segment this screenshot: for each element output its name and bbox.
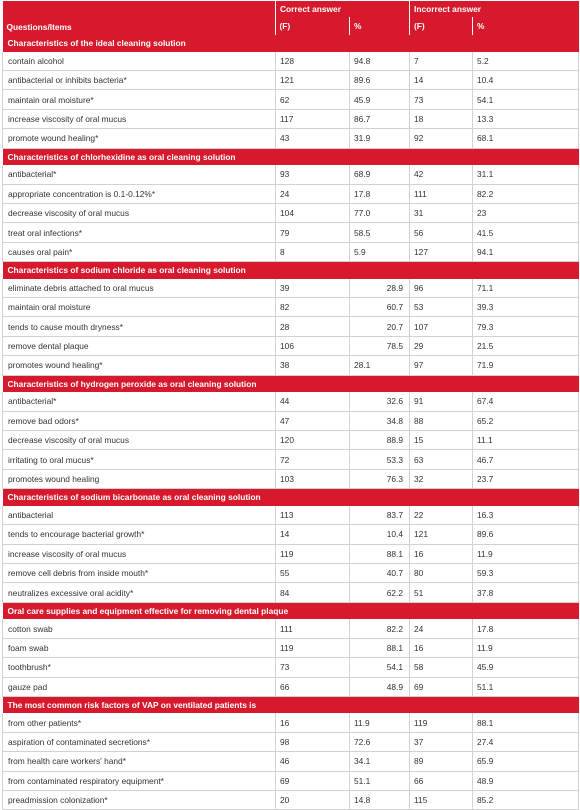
incorrect-frequency-cell: 14 — [410, 70, 473, 89]
table-row — [3, 70, 579, 89]
section-header-row — [3, 148, 579, 165]
correct-frequency-cell: 84 — [276, 583, 350, 602]
item-cell: contain alcohol — [3, 52, 276, 71]
correct-percent-cell: 76.3 — [350, 469, 410, 488]
incorrect-percent-cell: 46.7 — [473, 450, 579, 469]
table-row — [3, 203, 579, 222]
table-row — [3, 713, 579, 732]
table-row — [3, 90, 579, 109]
item-cell: decrease viscosity of oral mucus — [3, 431, 276, 450]
item-cell: aspiration of contaminated secretions* — [3, 732, 276, 751]
table-row — [3, 298, 579, 317]
table-row — [3, 129, 579, 148]
incorrect-frequency-cell: 56 — [410, 223, 473, 242]
correct-percent-cell: 68.9 — [350, 165, 410, 184]
correct-frequency-cell: 24 — [276, 184, 350, 203]
incorrect-frequency-cell: 92 — [410, 129, 473, 148]
incorrect-frequency-cell: 111 — [410, 184, 473, 203]
incorrect-frequency-cell: 16 — [410, 544, 473, 563]
table-row — [3, 638, 579, 657]
incorrect-percent-cell: 71.9 — [473, 356, 579, 375]
correct-frequency-cell: 55 — [276, 563, 350, 582]
section-title: Characteristics of sodium chloride as oral cleaning solution — [3, 262, 579, 279]
incorrect-percent-cell: 94.1 — [473, 242, 579, 261]
item-cell: maintain oral moisture — [3, 298, 276, 317]
table-row — [3, 411, 579, 430]
incorrect-percent-cell: 89.6 — [473, 525, 579, 544]
table-row — [3, 791, 579, 810]
correct-frequency-cell: 44 — [276, 392, 350, 411]
item-cell: promotes wound healing* — [3, 356, 276, 375]
incorrect-percent-cell: 88.1 — [473, 713, 579, 732]
correct-frequency-cell: 72 — [276, 450, 350, 469]
incorrect-frequency-cell: 63 — [410, 450, 473, 469]
table-row — [3, 619, 579, 638]
item-cell: cotton swab — [3, 619, 276, 638]
item-cell: remove bad odors* — [3, 411, 276, 430]
incorrect-frequency-cell: 22 — [410, 506, 473, 525]
correct-frequency-cell: 119 — [276, 638, 350, 657]
incorrect-frequency-cell: 96 — [410, 279, 473, 298]
section-header-row — [3, 489, 579, 506]
incorrect-frequency-cell: 66 — [410, 771, 473, 790]
incorrect-percent-cell: 68.1 — [473, 129, 579, 148]
table-row — [3, 583, 579, 602]
incorrect-percent-cell: 71.1 — [473, 279, 579, 298]
correct-frequency-cell: 117 — [276, 109, 350, 128]
table-row — [3, 544, 579, 563]
section-title: Characteristics of the ideal cleaning solution — [3, 35, 579, 52]
incorrect-frequency-cell: 80 — [410, 563, 473, 582]
section-header-row — [3, 696, 579, 713]
incorrect-answer-header: Incorrect answer — [410, 1, 579, 17]
correct-frequency-cell: 16 — [276, 713, 350, 732]
incorrect-frequency-cell: 119 — [410, 713, 473, 732]
table-row — [3, 450, 579, 469]
correct-percent-cell: 48.9 — [350, 677, 410, 696]
correct-percent-cell: 31.9 — [350, 129, 410, 148]
incorrect-percent-cell: 11.1 — [473, 431, 579, 450]
incorrect-frequency-cell: 18 — [410, 109, 473, 128]
item-cell: maintain oral moisture* — [3, 90, 276, 109]
correct-percent-cell: 58.5 — [350, 223, 410, 242]
incorrect-percent-cell: 82.2 — [473, 184, 579, 203]
incorrect-frequency-cell: 16 — [410, 638, 473, 657]
incorrect-percent-cell: 54.1 — [473, 90, 579, 109]
correct-percent-cell: 20.7 — [350, 317, 410, 336]
correct-percent-cell: 78.5 — [350, 336, 410, 355]
section-title: Characteristics of hydrogen peroxide as oral cleaning solution — [3, 375, 579, 392]
item-cell: foam swab — [3, 638, 276, 657]
item-cell: increase viscosity of oral mucus — [3, 109, 276, 128]
incorrect-frequency-cell: 29 — [410, 336, 473, 355]
correct-frequency-cell: 98 — [276, 732, 350, 751]
incorrect-percent-cell: 10.4 — [473, 70, 579, 89]
incorrect-percent-cell: 21.5 — [473, 336, 579, 355]
incorrect-frequency-cell: 7 — [410, 52, 473, 71]
incorrect-percent-cell: 16.3 — [473, 506, 579, 525]
item-cell: from health care workers' hand* — [3, 752, 276, 771]
correct-frequency-cell: 28 — [276, 317, 350, 336]
table-row — [3, 223, 579, 242]
item-cell: from contaminated respiratory equipment* — [3, 771, 276, 790]
correct-frequency-cell: 8 — [276, 242, 350, 261]
correct-percent-cell: 83.7 — [350, 506, 410, 525]
correct-percent-cell: 77.0 — [350, 203, 410, 222]
item-cell: promotes wound healing — [3, 469, 276, 488]
incorrect-percent-cell: 11.9 — [473, 544, 579, 563]
table-row — [3, 52, 579, 71]
table-row — [3, 165, 579, 184]
table-row — [3, 771, 579, 790]
correct-percent-cell: 45.9 — [350, 90, 410, 109]
item-cell: tends to encourage bacterial growth* — [3, 525, 276, 544]
item-cell: increase viscosity of oral mucus — [3, 544, 276, 563]
correct-percent-cell: 14.8 — [350, 791, 410, 810]
table-row — [3, 732, 579, 751]
correct-frequency-cell: 14 — [276, 525, 350, 544]
item-cell: antibacterial* — [3, 165, 276, 184]
incorrect-frequency-cell: 91 — [410, 392, 473, 411]
correct-frequency-cell: 82 — [276, 298, 350, 317]
correct-frequency-cell: 38 — [276, 356, 350, 375]
correct-percent-cell: 94.8 — [350, 52, 410, 71]
incorrect-percent-cell: 45.9 — [473, 658, 579, 677]
incorrect-percent-cell: 65.9 — [473, 752, 579, 771]
incorrect-percent-cell: 85.2 — [473, 791, 579, 810]
correct-percent-cell: 10.4 — [350, 525, 410, 544]
incorrect-frequency-cell: 42 — [410, 165, 473, 184]
correct-frequency-cell: 66 — [276, 677, 350, 696]
incorrect-frequency-cell: 31 — [410, 203, 473, 222]
correct-f-header: (F) — [276, 17, 350, 35]
correct-frequency-cell: 69 — [276, 771, 350, 790]
table-row — [3, 279, 579, 298]
correct-frequency-cell: 39 — [276, 279, 350, 298]
correct-percent-cell: 5.9 — [350, 242, 410, 261]
table-row — [3, 658, 579, 677]
correct-frequency-cell: 20 — [276, 791, 350, 810]
incorrect-frequency-cell: 121 — [410, 525, 473, 544]
item-cell: neutralizes excessive oral acidity* — [3, 583, 276, 602]
correct-frequency-cell: 47 — [276, 411, 350, 430]
correct-frequency-cell: 73 — [276, 658, 350, 677]
correct-answer-header: Correct answer — [276, 1, 410, 17]
incorrect-frequency-cell: 37 — [410, 732, 473, 751]
table-row — [3, 242, 579, 261]
section-header-row — [3, 602, 579, 619]
correct-frequency-cell: 106 — [276, 336, 350, 355]
table-header — [3, 1, 579, 35]
table-row — [3, 563, 579, 582]
correct-percent-cell: 54.1 — [350, 658, 410, 677]
incorrect-percent-cell: 41.5 — [473, 223, 579, 242]
item-cell: causes oral pain* — [3, 242, 276, 261]
incorrect-frequency-cell: 107 — [410, 317, 473, 336]
table-row — [3, 677, 579, 696]
incorrect-percent-cell: 65.2 — [473, 411, 579, 430]
incorrect-percent-cell: 23 — [473, 203, 579, 222]
item-cell: remove dental plaque — [3, 336, 276, 355]
correct-percent-cell: 17.8 — [350, 184, 410, 203]
table-row — [3, 525, 579, 544]
correct-frequency-cell: 119 — [276, 544, 350, 563]
correct-frequency-cell: 103 — [276, 469, 350, 488]
item-cell: decrease viscosity of oral mucus — [3, 203, 276, 222]
section-title: Characteristics of chlorhexidine as oral cleaning solution — [3, 148, 579, 165]
incorrect-percent-cell: 27.4 — [473, 732, 579, 751]
correct-percent-cell: 34.8 — [350, 411, 410, 430]
item-cell: appropriate concentration is 0.1-0.12%* — [3, 184, 276, 203]
section-title: The most common risk factors of VAP on ventilated patients is — [3, 696, 579, 713]
section-header-row — [3, 375, 579, 392]
table-row — [3, 431, 579, 450]
incorrect-percent-cell: 37.8 — [473, 583, 579, 602]
knowledge-table — [2, 1, 579, 810]
incorrect-frequency-cell: 15 — [410, 431, 473, 450]
correct-percent-cell: 88.9 — [350, 431, 410, 450]
item-cell: treat oral infections* — [3, 223, 276, 242]
correct-percent-cell: 62.2 — [350, 583, 410, 602]
incorrect-percent-cell: 11.9 — [473, 638, 579, 657]
incorrect-percent-cell: 13.3 — [473, 109, 579, 128]
item-cell: tends to cause mouth dryness* — [3, 317, 276, 336]
correct-percent-cell: 40.7 — [350, 563, 410, 582]
incorrect-percent-cell: 59.3 — [473, 563, 579, 582]
correct-frequency-cell: 104 — [276, 203, 350, 222]
correct-frequency-cell: 128 — [276, 52, 350, 71]
incorrect-percent-cell: 51.1 — [473, 677, 579, 696]
correct-percent-cell: 28.1 — [350, 356, 410, 375]
item-cell: preadmission colonization* — [3, 791, 276, 810]
incorrect-percent-cell: 48.9 — [473, 771, 579, 790]
incorrect-frequency-cell: 97 — [410, 356, 473, 375]
incorrect-f-header: (F) — [410, 17, 473, 35]
incorrect-frequency-cell: 51 — [410, 583, 473, 602]
item-cell: toothbrush* — [3, 658, 276, 677]
correct-percent-cell: 60.7 — [350, 298, 410, 317]
correct-frequency-cell: 93 — [276, 165, 350, 184]
correct-percent-cell: 72.6 — [350, 732, 410, 751]
incorrect-frequency-cell: 127 — [410, 242, 473, 261]
correct-frequency-cell: 46 — [276, 752, 350, 771]
section-header-row — [3, 262, 579, 279]
incorrect-pct-header: % — [473, 17, 579, 35]
correct-percent-cell: 32.6 — [350, 392, 410, 411]
incorrect-frequency-cell: 58 — [410, 658, 473, 677]
correct-frequency-cell: 120 — [276, 431, 350, 450]
section-title: Oral care supplies and equipment effective for removing dental plaque — [3, 602, 579, 619]
incorrect-frequency-cell: 73 — [410, 90, 473, 109]
correct-frequency-cell: 111 — [276, 619, 350, 638]
incorrect-percent-cell: 31.1 — [473, 165, 579, 184]
correct-percent-cell: 88.1 — [350, 544, 410, 563]
table-row — [3, 317, 579, 336]
correct-frequency-cell: 62 — [276, 90, 350, 109]
item-cell: promote wound healing* — [3, 129, 276, 148]
table-row — [3, 109, 579, 128]
item-cell: gauze pad — [3, 677, 276, 696]
table-row — [3, 392, 579, 411]
item-cell: eliminate debris attached to oral mucus — [3, 279, 276, 298]
correct-pct-header: % — [350, 17, 410, 35]
incorrect-percent-cell: 39.3 — [473, 298, 579, 317]
table-row — [3, 336, 579, 355]
table-row — [3, 752, 579, 771]
incorrect-percent-cell: 67.4 — [473, 392, 579, 411]
item-cell: antibacterial — [3, 506, 276, 525]
table-row — [3, 469, 579, 488]
correct-percent-cell: 51.1 — [350, 771, 410, 790]
table-row — [3, 356, 579, 375]
correct-percent-cell: 34.1 — [350, 752, 410, 771]
incorrect-frequency-cell: 115 — [410, 791, 473, 810]
item-cell: antibacterial* — [3, 392, 276, 411]
incorrect-percent-cell: 23.7 — [473, 469, 579, 488]
incorrect-frequency-cell: 24 — [410, 619, 473, 638]
correct-percent-cell: 53.3 — [350, 450, 410, 469]
incorrect-frequency-cell: 88 — [410, 411, 473, 430]
incorrect-frequency-cell: 32 — [410, 469, 473, 488]
incorrect-percent-cell: 79.3 — [473, 317, 579, 336]
correct-frequency-cell: 43 — [276, 129, 350, 148]
item-cell: from other patients* — [3, 713, 276, 732]
correct-frequency-cell: 79 — [276, 223, 350, 242]
item-cell: irritating to oral mucus* — [3, 450, 276, 469]
section-header-row — [3, 35, 579, 52]
correct-frequency-cell: 121 — [276, 70, 350, 89]
questions-header: Questions/Items — [3, 1, 276, 35]
correct-percent-cell: 28.9 — [350, 279, 410, 298]
correct-percent-cell: 82.2 — [350, 619, 410, 638]
correct-percent-cell: 11.9 — [350, 713, 410, 732]
incorrect-percent-cell: 5.2 — [473, 52, 579, 71]
table-row — [3, 506, 579, 525]
incorrect-frequency-cell: 89 — [410, 752, 473, 771]
item-cell: antibacterial or inhibits bacteria* — [3, 70, 276, 89]
incorrect-frequency-cell: 53 — [410, 298, 473, 317]
section-title: Characteristics of sodium bicarbonate as oral cleaning solution — [3, 489, 579, 506]
correct-percent-cell: 86.7 — [350, 109, 410, 128]
table-body — [3, 35, 579, 810]
item-cell: remove cell debris from inside mouth* — [3, 563, 276, 582]
correct-percent-cell: 88.1 — [350, 638, 410, 657]
table-row — [3, 184, 579, 203]
incorrect-frequency-cell: 69 — [410, 677, 473, 696]
correct-frequency-cell: 113 — [276, 506, 350, 525]
correct-percent-cell: 89.6 — [350, 70, 410, 89]
incorrect-percent-cell: 17.8 — [473, 619, 579, 638]
